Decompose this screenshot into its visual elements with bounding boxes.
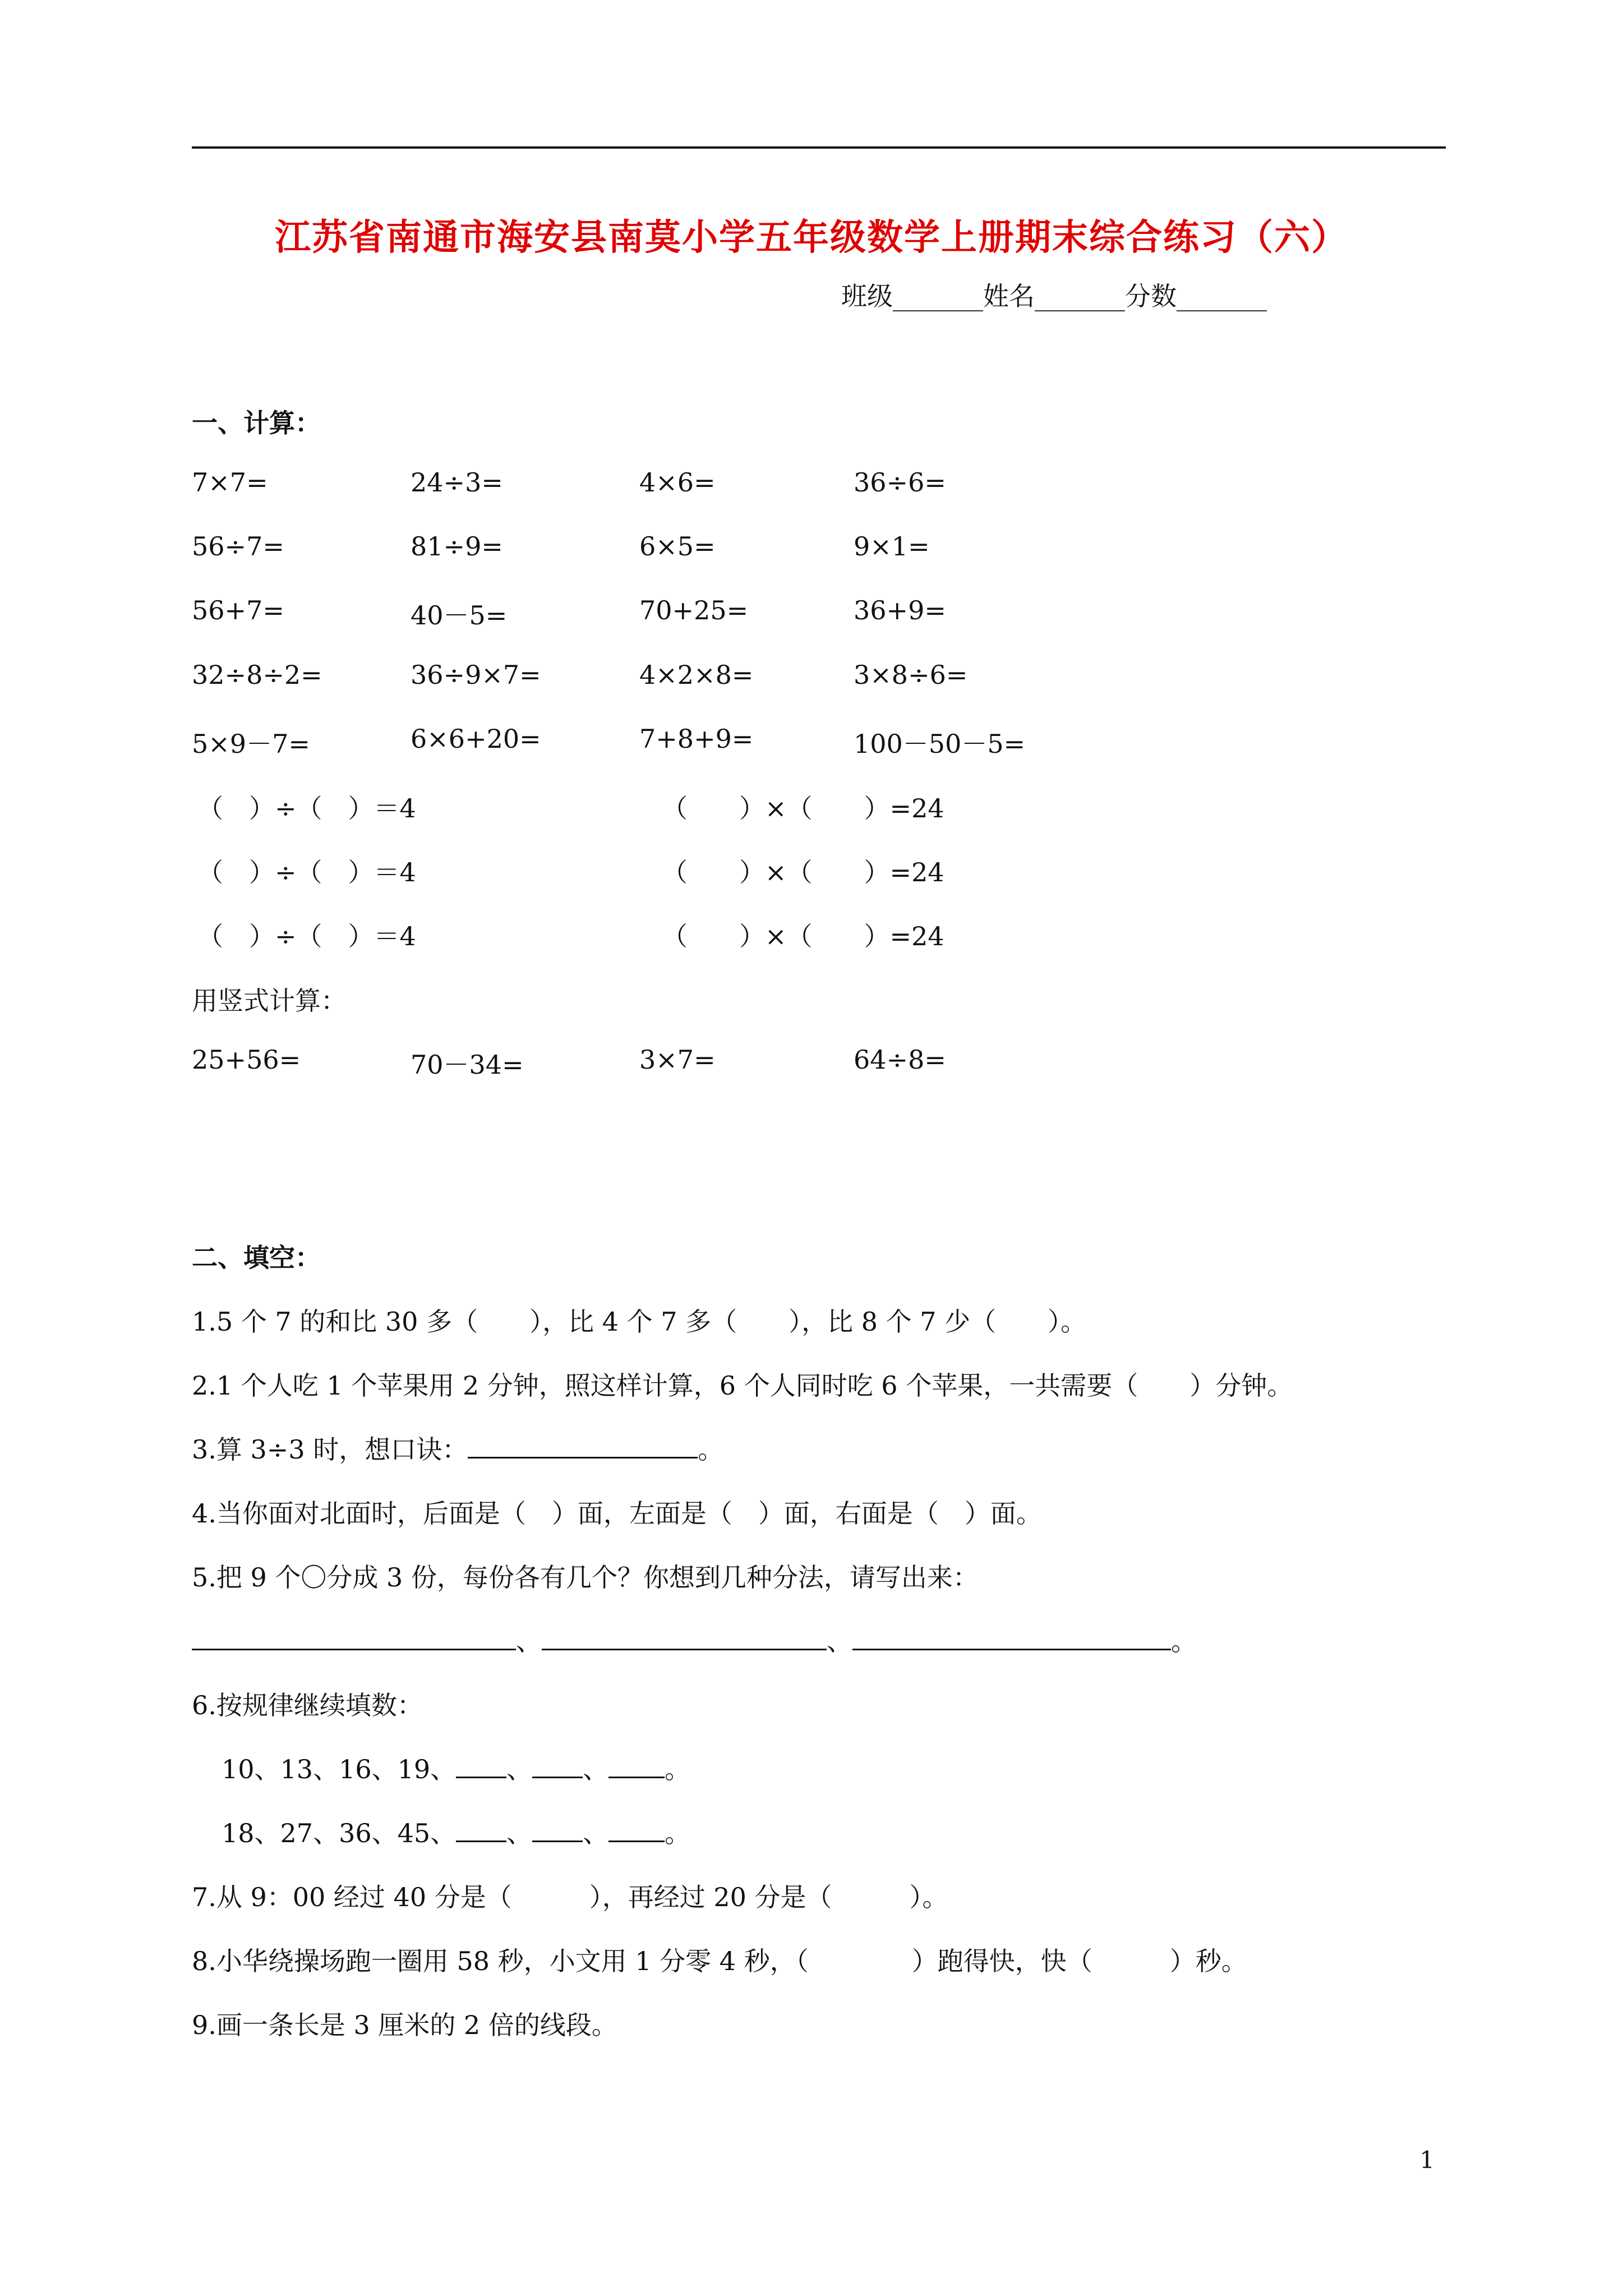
multiplication-blank-item: （ ）×（ ）=24 — [662, 921, 944, 951]
section-2-heading: 二、填空： — [192, 1243, 321, 1273]
page-number: 1 — [1419, 2146, 1435, 2174]
question-5: 5.把 9 个〇分成 3 份，每份各有几个？你想到几种分法，请写出来： — [192, 1562, 979, 1593]
calc-item: 81÷9= — [411, 531, 503, 562]
section-1-heading: 一、计算： — [192, 408, 321, 438]
calc-item: 70+25= — [639, 595, 749, 625]
calc-item: 6×5= — [639, 531, 716, 562]
calc-item: 25+56= — [192, 1045, 301, 1075]
calc-item: 4×6= — [639, 467, 716, 498]
calc-item: 36÷9×7= — [411, 660, 541, 690]
separator: 、 — [506, 1754, 533, 1784]
calc-item: 36+9= — [854, 595, 946, 625]
separator: 、 — [506, 1818, 533, 1848]
multiplication-blank-item: （ ）×（ ）=24 — [662, 793, 944, 823]
calc-item: 36÷6= — [854, 467, 946, 498]
separator: 、 — [827, 1626, 852, 1657]
punctuation: 。 — [1171, 1626, 1197, 1657]
student-info-fields: 班级_______姓名_______分数_______ — [841, 281, 1267, 311]
question-3-text: 3.算 3÷3 时，想口诀： — [192, 1434, 468, 1465]
punctuation: 。 — [665, 1818, 691, 1848]
question-1: 1.5 个 7 的和比 30 多（ ），比 4 个 7 多（ ），比 8 个 7 少（ ）。 — [192, 1306, 1087, 1337]
calc-item: 56+7= — [192, 595, 284, 625]
calc-item: 7+8+9= — [639, 724, 754, 754]
calc-item: 70－34= — [411, 1050, 524, 1080]
answer-blank — [532, 1754, 583, 1778]
punctuation: 。 — [698, 1434, 724, 1465]
division-blank-item: （ ）÷（ ）＝4 — [197, 793, 416, 823]
vertical-calc-label: 用竖式计算： — [192, 986, 347, 1016]
sequence-given: 10、13、16、19、 — [222, 1754, 457, 1784]
answer-blank — [852, 1626, 1171, 1650]
answer-blank — [192, 1626, 516, 1650]
sequence-given: 18、27、36、45、 — [222, 1818, 457, 1848]
calc-item: 4×2×8= — [639, 660, 754, 690]
calc-item: 64÷8= — [854, 1045, 946, 1075]
calc-item: 6×6+20= — [411, 724, 541, 754]
calc-item: 32÷8÷2= — [192, 660, 322, 690]
separator: 、 — [516, 1626, 542, 1657]
separator: 、 — [583, 1818, 609, 1848]
page-title: 江苏省南通市海安县南莫小学五年级数学上册期末综合练习（六） — [275, 217, 1348, 259]
question-8: 8.小华绕操场跑一圈用 58 秒，小文用 1 分零 4 秒，（ ）跑得快，快（ ）秒。 — [192, 1946, 1247, 1976]
question-5-answers — [192, 1621, 1197, 1658]
calc-item: 9×1= — [854, 531, 930, 562]
answer-blank — [532, 1818, 583, 1842]
calc-item: 100－50－5= — [854, 729, 1026, 759]
calc-item: 56÷7= — [192, 531, 284, 562]
separator: 、 — [583, 1754, 609, 1784]
answer-blank — [542, 1626, 827, 1650]
sequence-row-2 — [222, 1813, 690, 1850]
calc-item: 5×9－7= — [192, 729, 310, 759]
header-rule — [192, 146, 1446, 149]
multiplication-blank-item: （ ）×（ ）=24 — [662, 857, 944, 887]
punctuation: 。 — [665, 1754, 691, 1784]
division-blank-item: （ ）÷（ ）＝4 — [197, 857, 416, 887]
sequence-row-1 — [222, 1749, 690, 1786]
calc-item: 40－5= — [411, 600, 508, 631]
answer-blank — [608, 1818, 665, 1842]
question-6: 6.按规律继续填数： — [192, 1690, 423, 1720]
answer-blank — [456, 1754, 506, 1778]
question-4: 4.当你面对北面时，后面是（ ）面，左面是（ ）面，右面是（ ）面。 — [192, 1498, 1042, 1529]
calc-item: 3×8÷6= — [854, 660, 968, 690]
question-7: 7.从 9：00 经过 40 分是（ ），再经过 20 分是（ ）。 — [192, 1882, 948, 1912]
calc-item: 7×7= — [192, 467, 268, 498]
answer-blank — [456, 1818, 506, 1842]
answer-blank — [608, 1754, 665, 1778]
calc-item: 24÷3= — [411, 467, 503, 498]
answer-blank — [468, 1434, 698, 1458]
question-2: 2.1 个人吃 1 个苹果用 2 分钟，照这样计算，6 个人同时吃 6 个苹果，一共需要（ ）分钟。 — [192, 1370, 1293, 1401]
calc-item: 3×7= — [639, 1045, 716, 1075]
question-9: 9.画一条长是 3 厘米的 2 倍的线段。 — [192, 2010, 617, 2040]
division-blank-item: （ ）÷（ ）＝4 — [197, 921, 416, 951]
question-3 — [192, 1429, 723, 1466]
